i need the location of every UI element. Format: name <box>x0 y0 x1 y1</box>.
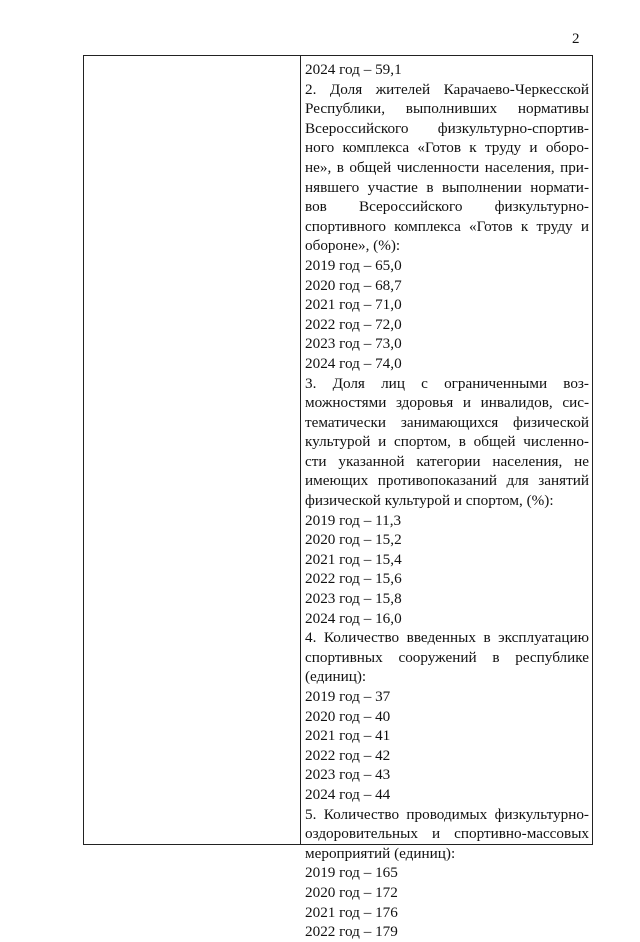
text-line: (единиц): <box>305 668 367 686</box>
text-line: вов Всероссийского физкультурно- <box>305 198 589 216</box>
document-table <box>83 55 593 941</box>
text-line: мероприятий (единиц): <box>305 844 456 862</box>
text-line: 2024 год – 59,1 <box>305 61 402 78</box>
text-line: 2024 год – 74,0 <box>305 354 402 372</box>
text-line: 2019 год – 65,0 <box>305 256 402 274</box>
page-number: 2 <box>572 31 580 47</box>
text-line: спортивных сооружений в республике <box>305 648 589 666</box>
text-line: тематически занимающихся физической <box>305 413 589 431</box>
column-divider <box>300 56 301 844</box>
text-line: 2019 год – 11,3 <box>305 511 402 529</box>
text-line: ного комплекса «Готов к труду и оборо- <box>305 139 589 157</box>
text-line: 3. Доля лиц с ограниченными воз- <box>305 374 589 392</box>
text-line: оздоровительных и спортивно-массовых <box>305 825 589 843</box>
text-line: 2021 год – 71,0 <box>305 296 402 314</box>
text-line: 2022 год – 42 <box>305 746 391 764</box>
text-line: 2020 год – 15,2 <box>305 531 402 549</box>
text-line: можностями здоровья и инвалидов, сис- <box>305 394 589 412</box>
text-line: 2021 год – 15,4 <box>305 550 402 568</box>
right-column-cell <box>305 60 589 941</box>
text-line: 2. Доля жителей Карачаево-Черкесской <box>305 80 589 98</box>
text-line: 2022 год – 179 <box>305 923 398 941</box>
text-line: не», в общей численности населения, при- <box>305 158 589 176</box>
text-line: 4. Количество введенных в эксплуатацию <box>305 629 589 647</box>
text-line: физической культурой и спортом, (%): <box>305 492 554 510</box>
text-line: 2019 год – 165 <box>305 864 398 882</box>
text-line: 2022 год – 15,6 <box>305 570 402 588</box>
text-line: 5. Количество проводимых физкультурно- <box>305 805 589 823</box>
text-line: Республики, выполнивших нормативы <box>305 100 589 118</box>
text-line: 2022 год – 72,0 <box>305 315 402 333</box>
text-line: спортивного комплекса «Готов к труду и <box>305 217 589 235</box>
text-line: 2020 год – 40 <box>305 707 391 725</box>
text-line: 2023 год – 15,8 <box>305 590 402 608</box>
text-line: имеющих противопоказаний для занятий <box>305 472 589 490</box>
text-line: культурой и спортом, в общей численно- <box>305 433 589 451</box>
text-line: 2024 год – 44 <box>305 785 391 803</box>
text-line: 2023 год – 43 <box>305 766 391 784</box>
text-line: Всероссийского физкультурно-спортив- <box>305 119 589 137</box>
text-line: сти указанной категории населения, не <box>305 452 589 470</box>
text-line: 2020 год – 68,7 <box>305 276 402 294</box>
text-line: 2024 год – 16,0 <box>305 609 402 627</box>
text-line: 2021 год – 41 <box>305 727 391 745</box>
text-line: 2021 год – 176 <box>305 903 398 921</box>
text-line: обороне», (%): <box>305 237 401 255</box>
text-line: 2023 год – 73,0 <box>305 335 402 353</box>
text-line: нявшего участие в выполнении нормати- <box>305 178 589 196</box>
text-line: 2019 год – 37 <box>305 688 391 705</box>
left-column-cell <box>84 56 300 844</box>
text-line: 2020 год – 172 <box>305 883 398 901</box>
